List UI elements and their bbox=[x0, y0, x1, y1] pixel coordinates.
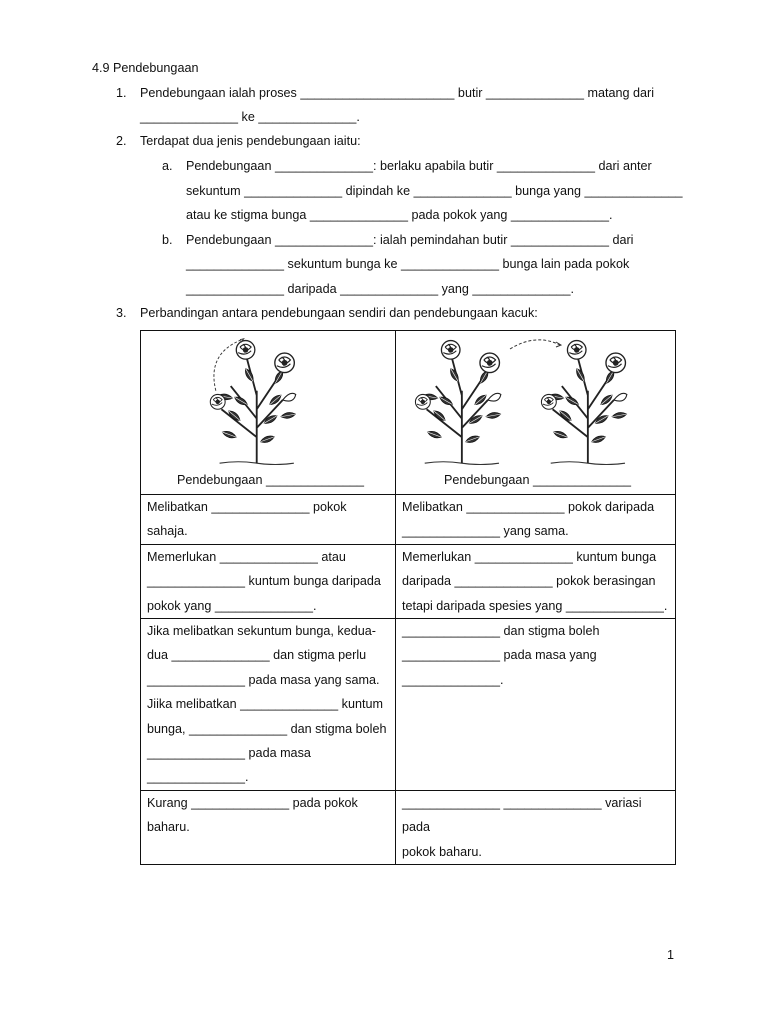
comparison-table bbox=[140, 330, 676, 865]
q2b-line2: ______________ sekuntum bunga ke ______________ bunga lain pada pokok bbox=[186, 257, 630, 271]
cell-line: Melibatkan ______________ pokok daripada bbox=[402, 500, 655, 514]
cell-line: Jika melibatkan sekuntum bunga, kedua- bbox=[147, 624, 376, 639]
cell-line: Jiika melibatkan ______________ kuntum bbox=[147, 697, 383, 712]
cross-pollination-caption: Pendebungaan ______________ bbox=[444, 473, 631, 487]
q2-intro: Terdapat dua jenis pendebungaan iaitu: bbox=[140, 134, 361, 148]
cell-line: ______________ dan stigma boleh bbox=[402, 624, 600, 639]
cell-line: pokok baharu. bbox=[402, 844, 482, 859]
illustration-row bbox=[141, 331, 676, 495]
cell-line: dua ______________ dan stigma perlu bbox=[147, 648, 367, 663]
q2b-line3: ______________ daripada ______________ yang ______________. bbox=[186, 282, 574, 296]
page-number: 1 bbox=[666, 948, 674, 962]
q2a-label: a. bbox=[162, 159, 173, 173]
cell-line: pokok yang ______________. bbox=[147, 598, 317, 613]
row3-self-cell bbox=[141, 619, 396, 791]
cell-line: bunga, ______________ dan stigma boleh bbox=[147, 721, 387, 736]
q2b-label: b. bbox=[162, 233, 173, 247]
self-pollination-plant-illustration bbox=[191, 335, 341, 465]
row1-self-cell bbox=[141, 495, 396, 545]
cell-line: ______________ ______________ variasi pada bbox=[402, 795, 642, 835]
cell-line: ______________ pada masa bbox=[147, 746, 311, 761]
table-row bbox=[141, 619, 676, 791]
row4-cross-cell bbox=[396, 790, 676, 864]
cross-pollination-plant-b-illustration bbox=[530, 335, 655, 465]
q1-line2: ______________ ke ______________. bbox=[140, 110, 360, 124]
pollen-transfer-arrow-icon bbox=[506, 333, 566, 353]
q1-number: 1. bbox=[116, 86, 127, 100]
cell-line: tetapi daripada spesies yang ______________. bbox=[402, 598, 668, 613]
cell-line: Memerlukan ______________ atau bbox=[147, 549, 346, 564]
q3-number: 3. bbox=[116, 306, 127, 320]
q2a-line2: sekuntum ______________ dipindah ke ______________ bunga yang ______________ bbox=[186, 184, 683, 198]
cell-line: ______________ yang sama. bbox=[402, 524, 569, 539]
table-row bbox=[141, 544, 676, 618]
q2-number: 2. bbox=[116, 134, 127, 148]
row1-cross-cell bbox=[396, 495, 676, 545]
q3-intro: Perbandingan antara pendebungaan sendiri dan pendebungaan kacuk: bbox=[140, 306, 538, 320]
row2-cross-cell bbox=[396, 544, 676, 618]
row3-cross-cell bbox=[396, 619, 676, 791]
cell-line: ______________. bbox=[402, 672, 504, 687]
self-pollination-caption: Pendebungaan ______________ bbox=[177, 473, 364, 487]
cell-line: ______________ kuntum bunga daripada bbox=[147, 574, 381, 589]
self-pollination-cell bbox=[141, 331, 396, 495]
row4-self-cell bbox=[141, 790, 396, 864]
cross-pollination-cell bbox=[396, 331, 676, 495]
cell-line: ______________. bbox=[147, 770, 249, 785]
q2a-line1: Pendebungaan ______________: berlaku apabila butir ______________ dari anter bbox=[186, 159, 652, 173]
cell-line: sahaja. bbox=[147, 524, 188, 539]
cell-line: Memerlukan ______________ kuntum bunga bbox=[402, 549, 657, 564]
table-row bbox=[141, 495, 676, 545]
cell-line: daripada ______________ pokok berasingan bbox=[402, 574, 656, 589]
cell-line: baharu. bbox=[147, 820, 190, 835]
row2-self-cell bbox=[141, 544, 396, 618]
cell-line: ______________ pada masa yang sama. bbox=[147, 672, 380, 687]
cell-line: Kurang ______________ pada pokok bbox=[147, 795, 358, 810]
q2b-line1: Pendebungaan ______________: ialah pemindahan butir ______________ dari bbox=[186, 233, 634, 247]
q1-line1: Pendebungaan ialah proses ______________________ butir ______________ matang dari bbox=[140, 86, 654, 100]
table-row bbox=[141, 790, 676, 864]
cell-line: Melibatkan ______________ pokok bbox=[147, 500, 347, 514]
cross-pollination-plant-a-illustration bbox=[404, 335, 529, 465]
cell-line: ______________ pada masa yang bbox=[402, 648, 597, 663]
q2a-line3: atau ke stigma bunga ______________ pada pokok yang ______________. bbox=[186, 208, 613, 222]
section-heading: 4.9 Pendebungaan bbox=[92, 61, 199, 75]
